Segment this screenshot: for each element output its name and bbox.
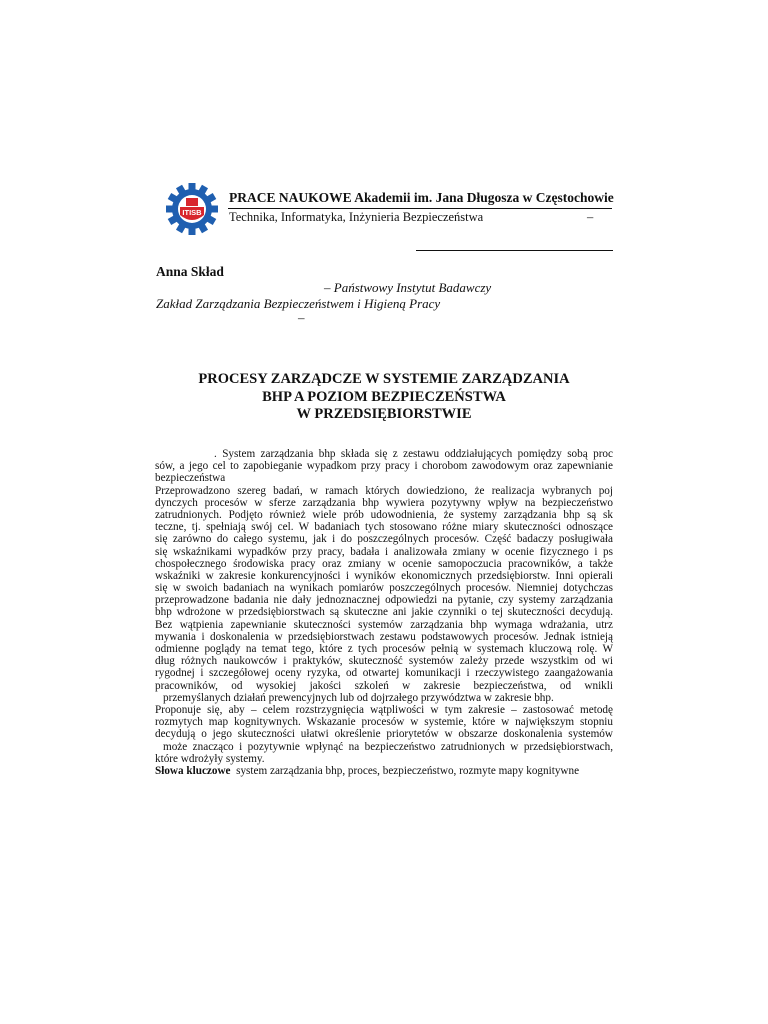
header-short-rule bbox=[416, 250, 613, 251]
abstract-line: się w swoich badaniach na wynikach pomiarów poszczególnych procesów. Niemniej dotychczas bbox=[155, 582, 613, 595]
abstract-line: . System zarządzania bhp składa się z zestawu oddziałujących pomiędzy sobą proc bbox=[214, 448, 613, 460]
department-dash: – bbox=[298, 310, 305, 325]
abstract-line: chospołecznego środowiska pracy oraz zmiany w ocenie samopoczucia pracowników, a także bbox=[155, 557, 613, 570]
abstract-line: rozmytych map kognitywnych. Wskazanie procesów w systemie, które w największym stopniu bbox=[155, 716, 613, 729]
abstract bbox=[155, 448, 613, 777]
header-rule bbox=[228, 208, 612, 209]
title-line: PROCESY ZARZĄDCZE W SYSTEMIE ZARZĄDZANIA bbox=[198, 371, 570, 387]
journal-prefix: PRACE NAUKOWE bbox=[229, 190, 352, 205]
journal-series: Technika, Informatyka, Inżynieria Bezpieczeństwa bbox=[229, 210, 484, 224]
author-institute: – Państwowy Instytut Badawczy bbox=[324, 280, 492, 295]
title-line: W PRZEDSIĘBIORSTWIE bbox=[296, 406, 472, 422]
abstract-line: decydują o jego skuteczności ułatwi określenie priorytetów w obszarze doskonalenia systemów bbox=[155, 728, 613, 741]
abstract-line: teczne, tj. spełniają swój cel. W badaniach tych stosowano różne miary skuteczności odnoszące bbox=[155, 521, 613, 534]
logo-text: ITISB bbox=[182, 208, 202, 217]
abstract-line: Proponuje się, aby – celem rozstrzygnięcia wątpliwości w tym zakresie – zastosować metodę bbox=[155, 703, 613, 716]
abstract-line: wskaźniki w zakresie konkurencyjności i wyników ekonomicznych przedsiębiorstw. Inni opierali bbox=[155, 569, 613, 582]
abstract-line: bezpieczeństwa bbox=[155, 472, 226, 485]
abstract-line: może znacząco i pozytywnie wpłynąć na bezpieczeństwo zatrudnionych w przedsiębiorstwach, bbox=[163, 740, 613, 753]
abstract-line: przeprowadzone badania nie dały jednoznacznej odpowiedzi na pytanie, czy systemy zarządzania bbox=[155, 594, 613, 607]
abstract-line: odmienne poglądy na temat tego, które z tych procesów pełnią w systemach kluczową rolę. W bbox=[155, 643, 613, 655]
abstract-line: sów, a jego cel to zapobieganie wypadkom przy pracy i chorobom zawodowym oraz zapewnianie bbox=[155, 460, 613, 473]
keywords-label: Słowa kluczowe bbox=[155, 764, 231, 777]
abstract-line: pracowników, od wysokiej jakości szkoleń w zakresie bezpieczeństwa, od wnikli bbox=[155, 679, 613, 692]
series-dash: – bbox=[587, 210, 594, 224]
abstract-line: dynczych procesów w sferze zarządzania bhp wywiera pozytywny wpływ na bezpieczeństwo bbox=[155, 496, 613, 509]
author-department: Zakład Zarządzania Bezpieczeństwem i Higieną Pracy bbox=[156, 296, 441, 311]
abstract-line: Bez wątpienia zapewnianie skuteczności systemów zarządzania bhp wymaga wdrażania, utrz bbox=[155, 618, 613, 631]
paper-title bbox=[156, 371, 612, 424]
journal-name bbox=[229, 190, 614, 206]
abstract-line: zatrudnionych. Podjęto również wiele prób udowodnienia, że systemy zarządzania bhp są sk bbox=[155, 508, 613, 521]
keywords-line bbox=[155, 765, 613, 777]
abstract-line: się zarówno do całego systemu, jak i do poszczególnych procesów. Część badaczy posługiwała bbox=[155, 533, 613, 546]
abstract-line: przemyślanych działań prewencyjnych lub od dojrzałego przywództwa w zakresie bhp. bbox=[163, 691, 554, 704]
abstract-line: się wskaźnikami wypadków przy pracy, badała i analizowała zmiany w ocenie fizycznego i ps bbox=[155, 545, 613, 558]
keywords-text: system zarządzania bhp, proces, bezpieczeństwo, rozmyte mapy kognitywne bbox=[236, 764, 580, 777]
author-name: Anna Skład bbox=[156, 264, 224, 279]
abstract-line: które wdrożyły systemy. bbox=[155, 752, 265, 765]
abstract-line: rygodnej i szczegółowej oceny ryzyka, od otwartej komunikacji i rzeczywistego zaangażowania bbox=[155, 667, 613, 680]
itisb-logo bbox=[166, 183, 218, 235]
abstract-line: bhp wdrożone w przedsiębiorstwach są skuteczne ani jakie czynniki o tej skuteczności decydują. bbox=[155, 606, 613, 619]
journal-rest: Akademii im. Jana Długosza w Częstochowie bbox=[351, 190, 614, 205]
title-line: BHP A POZIOM BEZPIECZEŃSTWA bbox=[262, 388, 506, 405]
abstract-line: mywania i doskonalenia w przedsiębiorstwach zestawu podstawowych procesów. Jednak istnieją bbox=[155, 630, 613, 643]
abstract-line: dług różnych naukowców i praktyków, skuteczność systemów zależy przede wszystkim od wi bbox=[155, 655, 613, 668]
abstract-line: Przeprowadzono szereg badań, w ramach których dowiedziono, że realizacja wybranych poj bbox=[155, 484, 613, 497]
